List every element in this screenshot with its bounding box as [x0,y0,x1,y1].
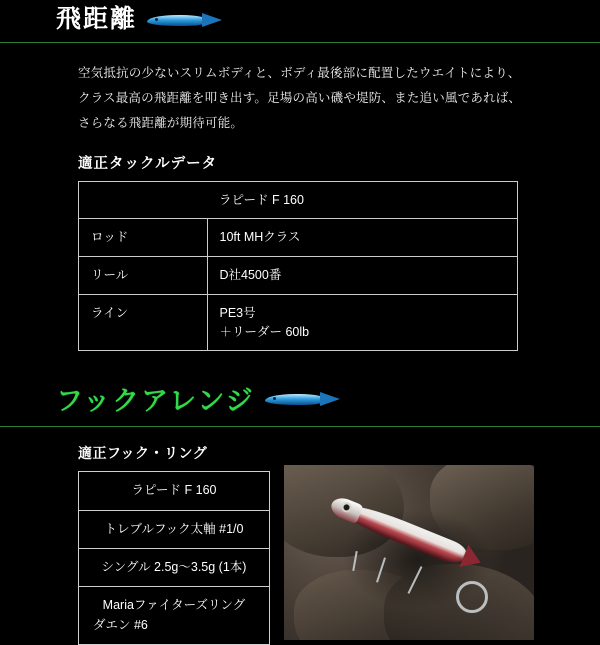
body-copy-distance [0,43,600,136]
hook-row-treble: トレブルフック太軸 #1/0 [79,510,270,548]
section-header-distance [0,0,600,34]
tackle-value-reel: D社4500番 [207,257,518,295]
table-row [79,472,270,510]
table-row [79,587,270,645]
table-row [79,294,518,351]
section-title-distance: 飛距離 [56,5,138,33]
table-row [79,549,270,587]
hook-row-ring [79,587,270,645]
section-hook-arrange [0,379,600,645]
tackle-data-caption: 適正タックルデータ [78,155,218,172]
split-ring-icon [456,581,488,613]
tackle-value-model: ラピード F 160 [207,181,518,219]
hook-spec-table [78,471,270,645]
tackle-value-line [207,294,518,351]
hook-content [0,427,600,645]
hook-table-caption: 適正フック・リング [78,445,208,462]
tackle-value-line-leader: ＋リーダー 60lb [219,324,310,339]
tackle-data-table [78,181,518,352]
section-title-hook: フックアレンジ [56,386,255,417]
hook-row-ring-line2: ダエン #6 [93,617,148,632]
lure-on-rocks-photo [284,465,534,640]
table-row [79,510,270,548]
body-line: クラス最高の飛距離を叩き出す。足場の高い磯や堤防、また追い風であれば、 [78,90,522,105]
table-row [79,181,518,219]
tackle-label-empty [79,181,208,219]
body-line: 空気抵抗の少ないスリムボディと、ボディ最後部に配置したウエイトにより、 [78,65,521,80]
tackle-label-reel: リール [79,257,208,295]
hook-row-single: シングル 2.5g〜3.5g (1本) [79,549,270,587]
body-line: さらなる飛距離が期待可能。 [78,115,244,130]
section-header-hook [0,379,600,418]
hook-table-column [78,443,270,645]
table-row [79,257,518,295]
hook-row-ring-line1: Mariaファイターズリング [102,598,246,613]
hook-row-model: ラピード F 160 [79,472,270,510]
lure-icon [147,12,225,28]
tackle-value-line-main: PE3号 [219,305,256,320]
tackle-label-line: ライン [79,294,208,351]
lure-icon [265,391,343,407]
tackle-label-rod: ロッド [79,219,208,257]
tackle-value-rod: 10ft MHクラス [207,219,518,257]
table-row [79,219,518,257]
